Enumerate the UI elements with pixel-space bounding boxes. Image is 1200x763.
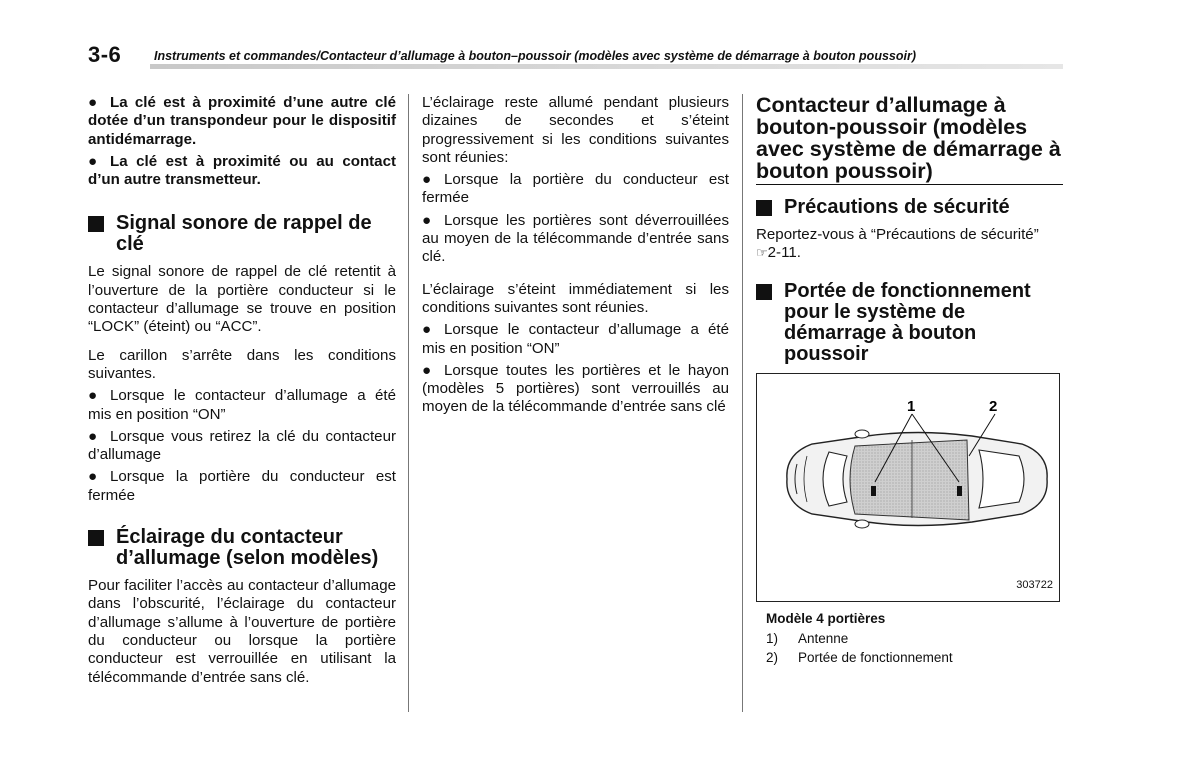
- header-title: Instruments et commandes/Contacteur d’allumage à bouton–poussoir (modèles avec système de démarrage à bouton poussoir): [154, 49, 916, 63]
- list-item: ● Lorsque le contacteur d’allumage a été mis en position “ON”: [422, 321, 729, 357]
- section-heading: Portée de fonctionnement pour le système de démarrage à bouton poussoir: [756, 281, 1063, 365]
- section-square-icon: [756, 284, 772, 300]
- list-item: ● Lorsque toutes les portières et le hayon (modèles 5 portières) sont verrouillés au moyen de la télécommande d’entrée sans clé: [422, 361, 729, 416]
- section-square-icon: [756, 200, 772, 216]
- list-item: ● Lorsque les portières sont déverrouillées au moyen de la télécommande d’entrée sans clé.: [422, 211, 729, 266]
- column-divider-2: [742, 94, 743, 712]
- list-item: ● Lorsque la portière du conducteur est fermée: [422, 171, 729, 207]
- car-top-view-illustration: [757, 374, 1059, 601]
- section-square-icon: [88, 530, 104, 546]
- column-2: [422, 94, 729, 421]
- chapter-heading: Contacteur d’allumage à bouton-poussoir (modèles avec système de démarrage à bouton poussoir): [756, 94, 1063, 185]
- antenna-icon: [957, 486, 962, 496]
- column-3: [756, 94, 1063, 668]
- figure-id: 303722: [1016, 579, 1053, 592]
- section-heading: Signal sonore de rappel de clé: [88, 213, 396, 255]
- figure-caption-title: Modèle 4 portières: [766, 610, 886, 626]
- list-item: ● Lorsque le contacteur d’allumage a été mis en position “ON”: [88, 387, 396, 423]
- figure-car-diagram: [756, 373, 1060, 602]
- list-item: ● Lorsque vous retirez la clé du contacteur d’allumage: [88, 427, 396, 464]
- list-item: ● La clé est à proximité d’une autre clé dotée d’un transpondeur pour le dispositif antidémarrage.: [88, 94, 396, 148]
- antenna-icon: [871, 486, 876, 496]
- callout-1: 1: [907, 397, 916, 415]
- caption-item: 1) Antenne: [766, 630, 849, 646]
- paragraph: Le signal sonore de rappel de clé retentit à l’ouverture de la portière conducteur si le contacteur d’allumage se trouve en position “LOCK” (éteint) ou “ACC”.: [88, 263, 396, 336]
- page-number: 3-6: [88, 42, 122, 67]
- section-heading: Éclairage du contacteur d’allumage (selon modèles): [88, 527, 396, 569]
- column-divider-1: [408, 94, 409, 712]
- paragraph: Le carillon s’arrête dans les conditions suivantes.: [88, 346, 396, 382]
- page-reference: 2-11.: [767, 244, 801, 262]
- section-square-icon: [88, 216, 104, 232]
- paragraph: L’éclairage reste allumé pendant plusieurs dizaines de secondes et s’éteint progressivement si les conditions suivantes sont réunies:: [422, 94, 729, 166]
- list-item: ● Lorsque la portière du conducteur est fermée: [88, 468, 396, 504]
- reference-icon: ☞: [756, 245, 768, 261]
- header-bar: [150, 64, 1063, 69]
- paragraph: Pour faciliter l’accès au contacteur d’allumage dans l’obscurité, l’éclairage du contacteur d’allumage s’allume à l’ouverture de portière du conducteur ou lorsque la portière conducteur est verrouillée en utilisant la télécommande d’entrée sans clé.: [88, 577, 396, 686]
- paragraph: L’éclairage s’éteint immédiatement si les conditions suivantes sont réunies.: [422, 280, 729, 316]
- list-item: ● La clé est à proximité ou au contact d’un autre transmetteur.: [88, 152, 396, 189]
- paragraph: Reportez-vous à “Précautions de sécurité” ☞2-11.: [756, 226, 1039, 262]
- column-1: [88, 94, 396, 697]
- callout-2: 2: [989, 397, 998, 415]
- caption-item: 2) Portée de fonctionnement: [766, 649, 953, 665]
- page-header: [88, 42, 1063, 68]
- section-heading: Précautions de sécurité: [756, 197, 1063, 218]
